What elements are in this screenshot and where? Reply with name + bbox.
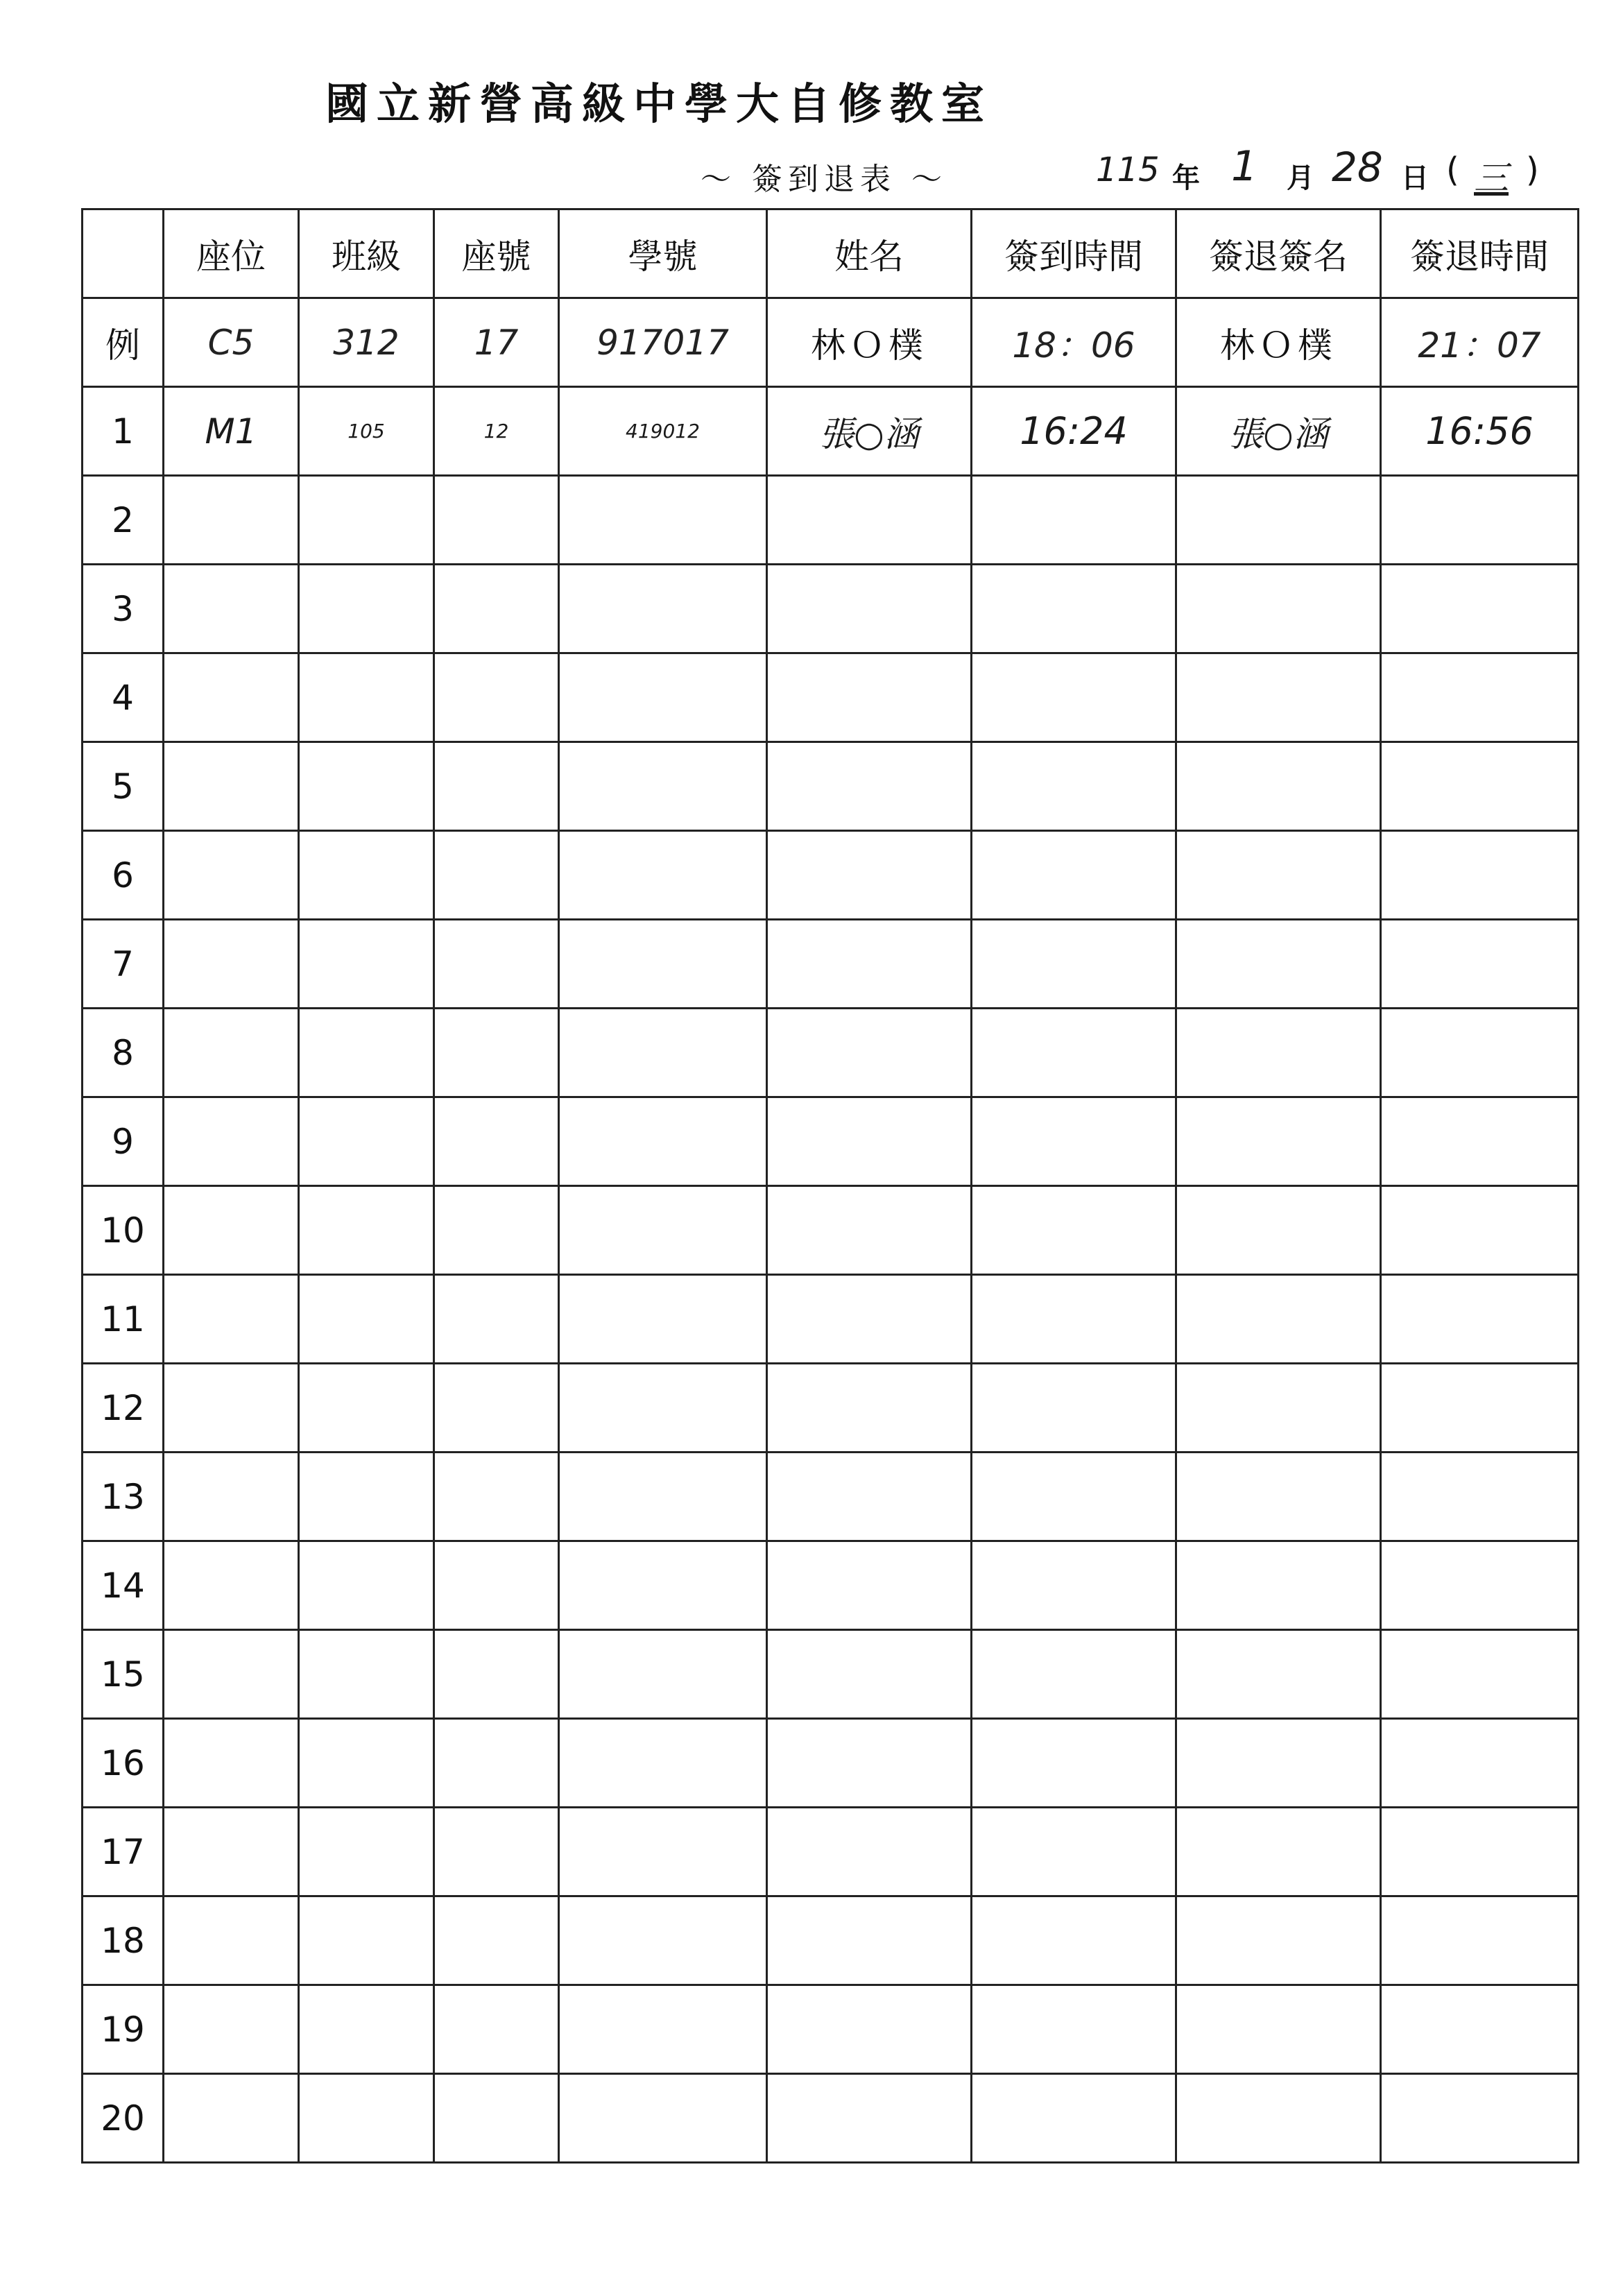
seat-no-cell [434, 653, 559, 742]
student-id-cell [559, 1985, 767, 2074]
sign-out-signature-cell [1176, 1453, 1381, 1541]
sign-in-time-cell [972, 831, 1176, 920]
table-row [83, 1541, 1579, 1630]
name-cell [767, 1186, 972, 1275]
name-cell: 張○涵 [767, 387, 972, 476]
name-cell [767, 1630, 972, 1719]
seat-no-cell [434, 1364, 559, 1453]
sign-out-time-cell [1381, 1275, 1579, 1364]
sign-in-time-cell [972, 742, 1176, 831]
table-row [83, 387, 1579, 476]
column-header-sign-out-signature: 簽退簽名 [1176, 209, 1381, 298]
sign-in-time-cell [972, 1541, 1176, 1630]
example-class: 312 [299, 298, 434, 387]
sign-out-time-cell: 16:56 [1381, 387, 1579, 476]
sign-in-time-cell: 16:24 [972, 387, 1176, 476]
sign-out-time-cell [1381, 1009, 1579, 1097]
sign-out-signature-cell [1176, 1097, 1381, 1186]
name-cell [767, 1097, 972, 1186]
sign-out-signature-cell [1176, 742, 1381, 831]
student-id-cell [559, 565, 767, 653]
sign-in-time-cell [972, 1808, 1176, 1896]
example-sign-out-signature: 林Ｏ樸 [1176, 298, 1381, 387]
column-header-class: 班級 [299, 209, 434, 298]
class-cell [299, 1985, 434, 2074]
table-row [83, 1719, 1579, 1808]
column-header-sign-in-time: 簽到時間 [972, 209, 1176, 298]
sign-in-time-cell [972, 1097, 1176, 1186]
sign-in-time-cell [972, 1453, 1176, 1541]
table-row [83, 742, 1579, 831]
row-number: 2 [83, 476, 164, 565]
sign-out-signature-cell [1176, 2074, 1381, 2163]
student-id-cell [559, 2074, 767, 2163]
table-row [83, 920, 1579, 1009]
class-cell [299, 920, 434, 1009]
class-cell [299, 1719, 434, 1808]
column-header-sign-out-time: 簽退時間 [1381, 209, 1579, 298]
seat-no-cell: 12 [434, 387, 559, 476]
date-weekday: 三 [1474, 158, 1509, 198]
date-line [1082, 142, 1568, 198]
sign-in-time-cell [972, 1985, 1176, 2074]
sign-out-time-cell [1381, 920, 1579, 1009]
seat-cell [164, 1630, 299, 1719]
seat-cell [164, 1364, 299, 1453]
student-id-cell [559, 831, 767, 920]
seat-cell [164, 565, 299, 653]
weekday-close: ) [1526, 151, 1539, 189]
sign-out-signature-cell [1176, 565, 1381, 653]
row-number: 3 [83, 565, 164, 653]
seat-no-cell [434, 1541, 559, 1630]
seat-no-cell [434, 1453, 559, 1541]
sign-out-signature-cell [1176, 831, 1381, 920]
student-id-cell [559, 1275, 767, 1364]
seat-cell [164, 1541, 299, 1630]
seat-no-cell [434, 1719, 559, 1808]
student-id-cell [559, 1719, 767, 1808]
date-year: 115 [1096, 151, 1160, 189]
seat-no-cell [434, 1009, 559, 1097]
sign-in-time-cell [972, 1364, 1176, 1453]
row-number: 19 [83, 1985, 164, 2074]
class-cell [299, 653, 434, 742]
sign-out-signature-cell [1176, 1009, 1381, 1097]
sign-in-time-cell [972, 920, 1176, 1009]
class-cell [299, 1364, 434, 1453]
name-cell [767, 1364, 972, 1453]
name-cell [767, 831, 972, 920]
example-seat-no: 17 [434, 298, 559, 387]
table-row [83, 1097, 1579, 1186]
sign-out-signature-cell [1176, 1985, 1381, 2074]
name-cell [767, 1808, 972, 1896]
row-number: 5 [83, 742, 164, 831]
student-id-cell [559, 920, 767, 1009]
class-cell [299, 1808, 434, 1896]
sign-out-time-cell [1381, 831, 1579, 920]
seat-cell [164, 920, 299, 1009]
name-cell [767, 920, 972, 1009]
seat-no-cell [434, 1985, 559, 2074]
table-row [83, 653, 1579, 742]
seat-no-cell [434, 565, 559, 653]
name-cell [767, 1985, 972, 2074]
row-number: 10 [83, 1186, 164, 1275]
sign-in-table [81, 208, 1579, 2164]
seat-no-cell [434, 742, 559, 831]
row-number: 4 [83, 653, 164, 742]
table-row [83, 1985, 1579, 2074]
sign-in-time-cell [972, 1186, 1176, 1275]
sign-out-time-cell [1381, 1719, 1579, 1808]
sign-in-time-cell [972, 1896, 1176, 1985]
class-cell [299, 1630, 434, 1719]
column-header-name: 姓名 [767, 209, 972, 298]
sign-out-signature-cell: 張○涵 [1176, 387, 1381, 476]
seat-no-cell [434, 1186, 559, 1275]
seat-no-cell [434, 1808, 559, 1896]
seat-no-cell [434, 2074, 559, 2163]
sign-out-time-cell [1381, 742, 1579, 831]
example-sign-out-time: 21：07 [1381, 298, 1579, 387]
table-row [83, 1186, 1579, 1275]
sign-in-time-cell [972, 1719, 1176, 1808]
example-label: 例 [83, 298, 164, 387]
sign-in-time-cell [972, 476, 1176, 565]
example-name: 林Ｏ樸 [767, 298, 972, 387]
name-cell [767, 1896, 972, 1985]
row-number: 20 [83, 2074, 164, 2163]
student-id-cell [559, 1808, 767, 1896]
sign-in-time-cell [972, 653, 1176, 742]
seat-no-cell [434, 1630, 559, 1719]
name-cell [767, 2074, 972, 2163]
student-id-cell [559, 1364, 767, 1453]
sign-in-time-cell [972, 2074, 1176, 2163]
sign-out-signature-cell [1176, 476, 1381, 565]
student-id-cell [559, 1630, 767, 1719]
sign-out-time-cell [1381, 1453, 1579, 1541]
class-cell [299, 742, 434, 831]
seat-no-cell [434, 476, 559, 565]
seat-no-cell [434, 1097, 559, 1186]
column-header-student-id: 學號 [559, 209, 767, 298]
weekday-open: ( [1446, 151, 1459, 189]
seat-cell [164, 1896, 299, 1985]
sign-in-time-cell [972, 565, 1176, 653]
row-number: 17 [83, 1808, 164, 1896]
class-cell [299, 1541, 434, 1630]
sign-out-signature-cell [1176, 1364, 1381, 1453]
class-cell: 105 [299, 387, 434, 476]
sign-out-time-cell [1381, 653, 1579, 742]
sign-out-signature-cell [1176, 1896, 1381, 1985]
seat-cell [164, 1808, 299, 1896]
sign-in-time-cell [972, 1009, 1176, 1097]
table-row [83, 565, 1579, 653]
class-cell [299, 476, 434, 565]
date-month: 1 [1231, 142, 1258, 191]
seat-no-cell [434, 831, 559, 920]
row-number: 9 [83, 1097, 164, 1186]
student-id-cell [559, 1009, 767, 1097]
seat-cell [164, 2074, 299, 2163]
sign-out-time-cell [1381, 2074, 1579, 2163]
example-seat: C5 [164, 298, 299, 387]
sign-out-time-cell [1381, 565, 1579, 653]
sign-out-signature-cell [1176, 1630, 1381, 1719]
sign-out-signature-cell [1176, 1808, 1381, 1896]
row-number: 16 [83, 1719, 164, 1808]
sign-out-time-cell [1381, 1808, 1579, 1896]
sign-out-time-cell [1381, 1364, 1579, 1453]
sign-out-time-cell [1381, 1186, 1579, 1275]
sign-in-time-cell [972, 1630, 1176, 1719]
row-number: 1 [83, 387, 164, 476]
sign-out-signature-cell [1176, 1275, 1381, 1364]
class-cell [299, 2074, 434, 2163]
table-row [83, 1630, 1579, 1719]
date-day-unit: 日 [1401, 162, 1429, 194]
name-cell [767, 1541, 972, 1630]
seat-cell [164, 476, 299, 565]
sign-in-time-cell [972, 1275, 1176, 1364]
seat-cell [164, 1097, 299, 1186]
sign-out-time-cell [1381, 1985, 1579, 2074]
sign-out-time-cell [1381, 476, 1579, 565]
student-id-cell [559, 1541, 767, 1630]
class-cell [299, 1453, 434, 1541]
name-cell [767, 1719, 972, 1808]
name-cell [767, 742, 972, 831]
name-cell [767, 1453, 972, 1541]
table-row [83, 1009, 1579, 1097]
seat-no-cell [434, 1896, 559, 1985]
class-cell [299, 1009, 434, 1097]
row-number: 7 [83, 920, 164, 1009]
sign-out-signature-cell [1176, 1719, 1381, 1808]
date-day: 28 [1332, 144, 1383, 191]
example-student-id: 917017 [559, 298, 767, 387]
student-id-cell [559, 476, 767, 565]
sign-out-signature-cell [1176, 1541, 1381, 1630]
column-header-seat-no: 座號 [434, 209, 559, 298]
table-row [83, 1275, 1579, 1364]
student-id-cell: 419012 [559, 387, 767, 476]
seat-cell [164, 742, 299, 831]
page-subtitle: ～ 簽到退表 ～ [701, 162, 947, 197]
sign-out-time-cell [1381, 1630, 1579, 1719]
student-id-cell [559, 1097, 767, 1186]
name-cell [767, 565, 972, 653]
sign-out-time-cell [1381, 1097, 1579, 1186]
table-row [83, 1364, 1579, 1453]
seat-cell [164, 1985, 299, 2074]
class-cell [299, 1097, 434, 1186]
row-number: 15 [83, 1630, 164, 1719]
sign-out-signature-cell [1176, 653, 1381, 742]
table-row [83, 831, 1579, 920]
sign-out-time-cell [1381, 1896, 1579, 1985]
row-number: 6 [83, 831, 164, 920]
date-year-unit: 年 [1172, 162, 1200, 194]
row-number: 13 [83, 1453, 164, 1541]
seat-cell [164, 831, 299, 920]
student-id-cell [559, 1896, 767, 1985]
row-number: 18 [83, 1896, 164, 1985]
sign-out-time-cell [1381, 1541, 1579, 1630]
class-cell [299, 1186, 434, 1275]
example-sign-in-time: 18：06 [972, 298, 1176, 387]
class-cell [299, 1275, 434, 1364]
student-id-cell [559, 653, 767, 742]
seat-cell [164, 1275, 299, 1364]
row-number: 12 [83, 1364, 164, 1453]
class-cell [299, 1896, 434, 1985]
seat-cell [164, 1719, 299, 1808]
table-header-row [83, 209, 1579, 298]
row-number: 8 [83, 1009, 164, 1097]
seat-cell: M1 [164, 387, 299, 476]
table-row [83, 2074, 1579, 2163]
name-cell [767, 1009, 972, 1097]
column-header [83, 209, 164, 298]
sign-out-signature-cell [1176, 1186, 1381, 1275]
column-header-seat: 座位 [164, 209, 299, 298]
seat-no-cell [434, 1275, 559, 1364]
class-cell [299, 565, 434, 653]
student-id-cell [559, 1453, 767, 1541]
student-id-cell [559, 1186, 767, 1275]
row-number: 11 [83, 1275, 164, 1364]
name-cell [767, 653, 972, 742]
date-month-unit: 月 [1287, 162, 1314, 194]
row-number: 14 [83, 1541, 164, 1630]
name-cell [767, 1275, 972, 1364]
example-row [83, 298, 1579, 387]
seat-no-cell [434, 920, 559, 1009]
page-title: 國立新營高級中學大自修教室 [325, 78, 993, 129]
seat-cell [164, 1186, 299, 1275]
student-id-cell [559, 742, 767, 831]
seat-cell [164, 1009, 299, 1097]
seat-cell [164, 653, 299, 742]
table-row [83, 1453, 1579, 1541]
class-cell [299, 831, 434, 920]
table-row [83, 476, 1579, 565]
table-row [83, 1896, 1579, 1985]
table-row [83, 1808, 1579, 1896]
name-cell [767, 476, 972, 565]
seat-cell [164, 1453, 299, 1541]
sign-out-signature-cell [1176, 920, 1381, 1009]
